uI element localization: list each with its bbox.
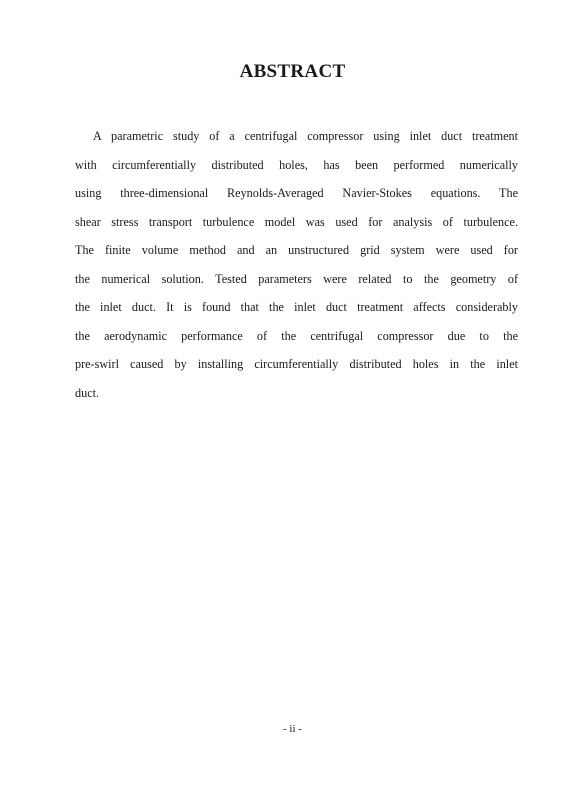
- abstract-line: the numerical solution. Tested parameters were related to the geometry of: [75, 271, 518, 286]
- page-number: - ii -: [283, 723, 302, 735]
- abstract-line: using three-dimensional Reynolds-Averaged Navier-Stokes equations. The: [75, 186, 518, 200]
- abstract-line: duct.: [75, 385, 100, 400]
- abstract-title: ABSTRACT: [239, 61, 346, 82]
- abstract-line: the inlet duct. It is found that the inlet duct treatment affects considerably: [75, 300, 518, 314]
- abstract-line: with circumferentially distributed holes, has been performed numerically: [75, 157, 518, 172]
- abstract-line: pre-swirl caused by installing circumferentially distributed holes in the inlet: [75, 357, 518, 371]
- abstract-line: shear stress transport turbulence model was used for analysis of turbulence.: [75, 214, 518, 229]
- abstract-body: [75, 122, 518, 407]
- abstract-line: The finite volume method and an unstructured grid system were used for: [75, 243, 518, 257]
- abstract-line: the aerodynamic performance of the centrifugal compressor due to the: [75, 328, 518, 343]
- abstract-line: A parametric study of a centrifugal compressor using inlet duct treatment: [93, 129, 518, 143]
